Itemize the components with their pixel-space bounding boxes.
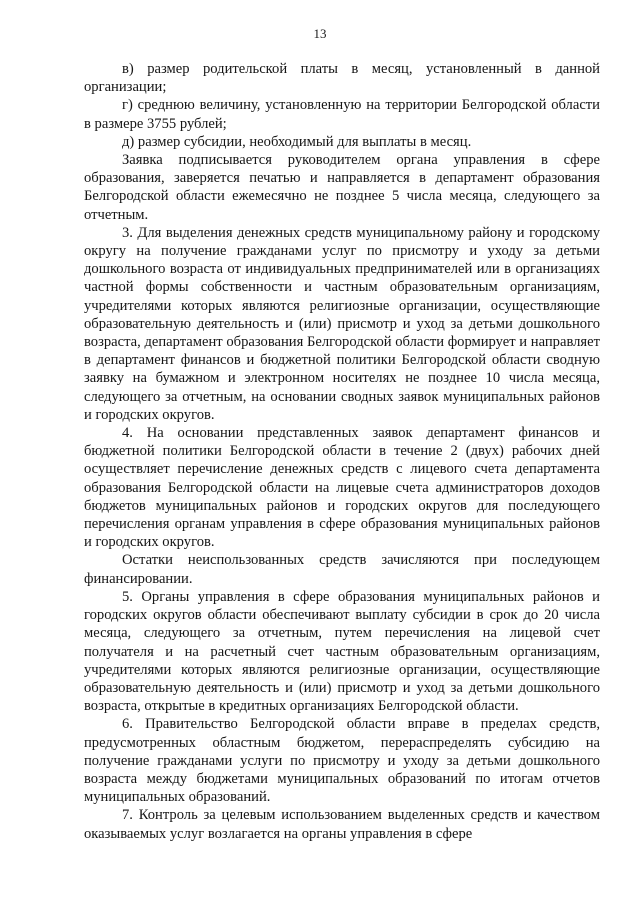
page-number: 13 [313, 26, 327, 41]
paragraph-remaining-funds: Остатки неиспользованных средств зачисляются при последующем финансировании. [84, 552, 600, 587]
paragraph-application-signing: Заявка подписывается руководителем органа управления в сфере образования, заверяется печатью и направляется в департамент образования Белгородской области ежемесячно не позднее 5 числа месяца, следующего за отчетным. [84, 152, 600, 223]
paragraph-6: 6. Правительство Белгородской области вправе в пределах средств, предусмотренных областным бюджетом, перераспределять субсидию на получение гражданами услуги по присмотру и уходу за детьми дошкольного возраста между бюджетами муниципальных образований по итогам отчетов муниципальных образований. [84, 716, 600, 806]
paragraph-7: 7. Контроль за целевым использованием выделенных средств и качеством оказываемых услуг возлагается на органы управления в сфере [84, 807, 600, 842]
paragraph-item-d: д) размер субсидии, необходимый для выплаты в месяц. [122, 133, 472, 150]
paragraph-item-v: в) размер родительской платы в месяц, установленный в данной организации; [84, 61, 600, 96]
paragraph-item-g: г) среднюю величину, установленную на территории Белгородской области в размере 3755 рублей; [84, 97, 600, 132]
document-body [84, 60, 600, 843]
paragraph-4: 4. На основании представленных заявок департамент финансов и бюджетной политики Белгородской области в течение 2 (двух) рабочих дней осуществляет перечисление денежных средств с лицевого счета департамента образования Белгородской области на лицевые счета администраторов доходов бюджетов муниципальных районов и городских округов для последующего перечисления органам управления в сфере образования муниципальных районов и городских округов. [84, 425, 600, 551]
paragraph-3: 3. Для выделения денежных средств муниципальному району и городскому округу на получение гражданами услуг по присмотру и уходу за детьми дошкольного возраста от индивидуальных предпринимателей или в организациях частной формы собственности и частным образовательным организациям, учредителями которых являются религиозные организации, осуществляющие образовательную деятельность и (или) присмотр и уход за детьми дошкольного возраста, департамент образования Белгородской области формирует и направляет в департамент финансов и бюджетной политики Белгородской области сводную заявку на бумажном и электронном носителях не позднее 10 числа месяца, следующего за отчетным, на основании сводных заявок муниципальных районов и городских округов. [84, 224, 600, 423]
paragraph-5: 5. Органы управления в сфере образования муниципальных районов и городских округов области обеспечивают выплату субсидии в срок до 20 числа месяца, следующего за отчетным, путем перечисления на лицевой счет получателя и на расчетный счет частным образовательным организациям, учредителями которых являются религиозные организации, осуществляющие образовательную деятельность и (или) присмотр и уход за детьми дошкольного возраста, открытые в кредитных организациях Белгородской области. [84, 588, 600, 715]
